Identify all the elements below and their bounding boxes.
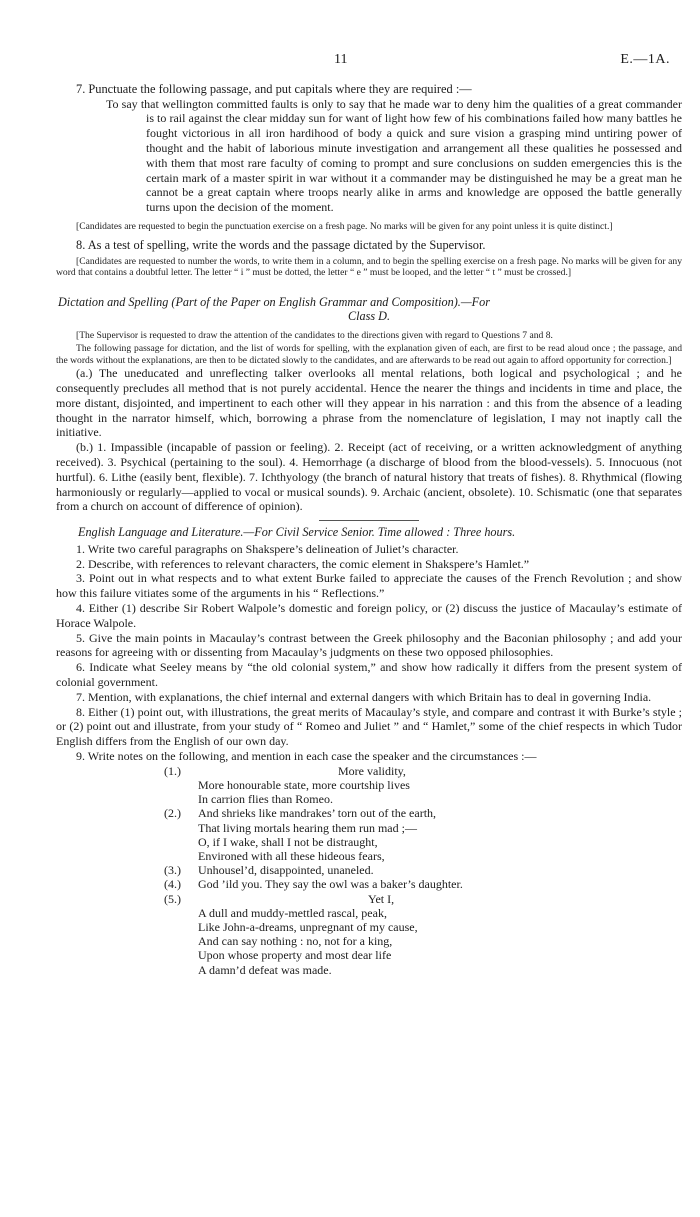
- literature-question-1: 1. Write two careful paragraphs on Shakspere’s delineation of Juliet’s character.: [76, 541, 459, 556]
- literature-question-8: 8. Either (1) point out, with illustrations, the great merits of Macaulay’s style, and compare and contrast it with Burke’s style ; or (2) point out and illustrate, from your study of “ Romeo and Juliet ” and “ Hamlet,” some of the chief respects in which Tudor English differs from the English of our own day.: [56, 704, 682, 749]
- quote-line: In carrion flies than Romeo.: [198, 792, 333, 807]
- literature-question-4: 4. Either (1) describe Sir Robert Walpole’s domestic and foreign policy, or (2) discuss the justice of Macaulay’s estimate of Horace Walpole.: [56, 600, 682, 630]
- literature-question-7: 7. Mention, with explanations, the chief internal and external dangers with which Britain has to deal in governing India.: [76, 689, 652, 704]
- quote-line: That living mortals hearing them run mad ;—: [198, 820, 417, 835]
- page-body: [56, 82, 682, 977]
- quote-4: (4.) God ’ild you. They say the owl was a baker’s daughter.: [56, 877, 682, 891]
- dictation-note-2: The following passage for dictation, and the list of words for spelling, with the explanation given of each, are first to be read aloud once ; the passage, and the words without the explanations, are then to be dictated slowly to the candidates, and are afterwards to be read out again to afford opportunity for correction.]: [56, 343, 682, 366]
- literature-question-9: 9. Write notes on the following, and mention in each case the speaker and the circumstances :—: [76, 748, 537, 763]
- literature-question-5: 5. Give the main points in Macaulay’s contrast between the Greek philosophy and the Baconian philosophy ; and add your reasons for agreeing with or dissenting from Macaulay’s judgments on these two opposed philosophies.: [56, 630, 682, 660]
- quote-line: O, if I wake, shall I not be distraught,: [198, 834, 378, 849]
- dictation-heading-class: Class D.: [348, 309, 390, 324]
- question-8-prompt: 8. As a test of spelling, write the words and the passage dictated by the Supervisor.: [76, 238, 486, 253]
- quote-line: Like John-a-dreams, unpregnant of my cause,: [198, 919, 418, 934]
- quote-number: (5.): [164, 891, 181, 906]
- question-8-note: [Candidates are requested to number the words, to write them in a column, and to begin the spelling exercise on a fresh page. No marks will be given for any word that contains a doubtful letter. The letter “ i ” must be dotted, the letter “ e ” must be looped, and the letter “ t ” must be crossed.]: [56, 255, 682, 279]
- quote-number: (2.): [164, 806, 181, 821]
- quote-line: Environed with all these hideous fears,: [198, 848, 385, 863]
- dictation-heading: [56, 295, 682, 324]
- quote-3: (3.) Unhousel’d, disappointed, unaneled.: [56, 863, 682, 877]
- quote-line: A dull and muddy-mettled rascal, peak,: [198, 905, 387, 920]
- punctuation-passage: To say that wellington committed faults is only to say that he made war to deny him the qualities of a great commander is to rail against the clear midday sun for want of light how few of his combinations failed how many battles he fought victorious in all iron hardihood of body a quick and sure vision a grasping mind untiring power of thought and the habit of laborious minute investigation and arrangement all these qualities he possessed and with them that most rare faculty of coming to prompt and sure conclusions on sudden emergencies this is the certain mark of a master spirit in war without it a commander may be distinguished he may be a great man he cannot be a great captain where troops nearly alike in arms and knowledge are opposed the battle generally turns upon the decision of the moment.: [106, 96, 682, 215]
- quotations-block: [56, 764, 682, 977]
- quote-5-head: (5.) Yet I,: [56, 892, 682, 906]
- literature-question-6: 6. Indicate what Seeley means by “the old colonial system,” and show how radically it differs from the present system of colonial government.: [56, 660, 682, 689]
- quote-2: (2.) And shrieks like mandrakes’ torn out of the earth,: [56, 806, 682, 820]
- dictation-passage-a: (a.) The uneducated and unreflecting talker overlooks all mental relations, both logical and psychological ; and he consequently precludes all method that is not purely accidental. Hence the nearer the things and incidents in time and place, the more distant, disjointed, and impertinent to each other will they appear in his narration : and this from the absence of a leading thought in the narrator himself, which, borrowing a phrase from the nomenclature of legislation, I may not inaptly call the initiative.: [56, 366, 682, 440]
- quote-number: (4.): [164, 877, 181, 892]
- dictation-heading-text: Dictation and Spelling (Part of the Paper on English Grammar and Composition).—For: [58, 294, 490, 309]
- question-7-prompt: 7. Punctuate the following passage, and put capitals where they are required :—: [76, 82, 472, 96]
- literature-heading: English Language and Literature.—For Civil Service Senior. Time allowed : Three hours.: [78, 525, 516, 540]
- spelling-words-b: (b.) 1. Impassible (incapable of passion or feeling). 2. Receipt (act of receiving, or a written acknowledgment of anything received). 3. Psychical (pertaining to the soul). 4. Hemorrhage (a discharge of blood from the blood-vessels). 5. Innocuous (not hurtful). 6. Lithe (easily bent, flexible). 7. Ichthyology (the branch of natural history that treats of fishes). 8. Rhythmical (flowing harmoniously or regularly—applied to vocal or musical sounds). 9. Archaic (ancient, obsolete). 10. Schismatic (one that separates from a church on account of difference of opinion).: [56, 440, 682, 514]
- page-number: 11: [334, 52, 348, 67]
- literature-question-3: 3. Point out in what respects and to what extent Burke failed to appreciate the causes of the French Revolution ; and show how this failure vitiates some of the arguments in his “ Reflections.”: [56, 571, 682, 601]
- page-reference: E.—1A.: [620, 52, 670, 67]
- quote-line: Upon whose property and most dear life: [198, 948, 392, 963]
- dictation-note-1: [The Supervisor is requested to draw the attention of the candidates to the directions given with regard to Questions 7 and 8.: [76, 329, 553, 341]
- question-7-note: [Candidates are requested to begin the punctuation exercise on a fresh page. No marks will be given for any point unless it is quite distinct.]: [76, 220, 613, 232]
- quote-line: And can say nothing : no, not for a king,: [198, 934, 393, 949]
- quote-1-head: (1.) More validity,: [56, 764, 682, 778]
- quote-line: More honourable state, more courtship lives: [198, 777, 410, 792]
- quote-number: (3.): [164, 863, 181, 878]
- quote-number: (1.): [164, 763, 181, 778]
- quote-line: A damn’d defeat was made.: [198, 962, 332, 977]
- literature-question-2: 2. Describe, with references to relevant characters, the comic element in Shakspere’s Hamlet.”: [76, 556, 530, 571]
